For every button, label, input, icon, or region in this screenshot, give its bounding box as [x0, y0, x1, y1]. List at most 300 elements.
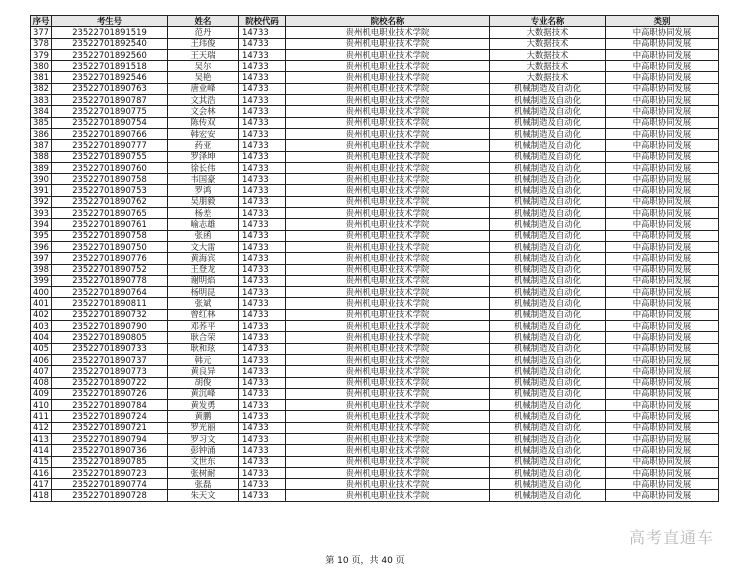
cell-school-code: 14733 [239, 128, 286, 139]
table-row [31, 185, 719, 196]
cell-seq: 403 [31, 321, 52, 332]
cell-seq: 414 [31, 445, 52, 456]
cell-major: 机械制造及自动化 [490, 253, 606, 264]
cell-school-code: 14733 [239, 95, 286, 106]
cell-school-code: 14733 [239, 27, 286, 38]
cell-exam-no: 23522701890805 [52, 332, 168, 343]
cell-major: 机械制造及自动化 [490, 377, 606, 388]
cell-school-code: 14733 [239, 151, 286, 162]
cell-school-name: 贵州机电职业技术学院 [286, 128, 490, 139]
table-row [31, 38, 719, 49]
table-row [31, 332, 719, 343]
cell-major: 机械制造及自动化 [490, 354, 606, 365]
cell-exam-no: 23522701890722 [52, 377, 168, 388]
cell-school-code: 14733 [239, 106, 286, 117]
cell-major: 机械制造及自动化 [490, 321, 606, 332]
cell-school-code: 14733 [239, 241, 286, 252]
table-row [31, 196, 719, 207]
cell-school-name: 贵州机电职业技术学院 [286, 490, 490, 501]
cell-major: 机械制造及自动化 [490, 151, 606, 162]
cell-exam-no: 23522701890750 [52, 241, 168, 252]
cell-category: 中高职协同发展 [606, 400, 719, 411]
header-category: 类别 [606, 16, 719, 27]
cell-major: 机械制造及自动化 [490, 287, 606, 298]
table-row [31, 49, 719, 60]
cell-name: 韩宏安 [168, 128, 239, 139]
cell-category: 中高职协同发展 [606, 287, 719, 298]
cell-school-name: 贵州机电职业技术学院 [286, 151, 490, 162]
cell-exam-no: 23522701891519 [52, 27, 168, 38]
cell-category: 中高职协同发展 [606, 456, 719, 467]
cell-seq: 381 [31, 72, 52, 83]
cell-school-name: 贵州机电职业技术学院 [286, 343, 490, 354]
table-row [31, 287, 719, 298]
cell-school-name: 贵州机电职业技术学院 [286, 422, 490, 433]
cell-seq: 405 [31, 343, 52, 354]
cell-seq: 387 [31, 140, 52, 151]
table-row [31, 253, 719, 264]
cell-seq: 378 [31, 38, 52, 49]
cell-name: 韩元 [168, 354, 239, 365]
cell-school-code: 14733 [239, 196, 286, 207]
table-row [31, 490, 719, 501]
cell-school-name: 贵州机电职业技术学院 [286, 140, 490, 151]
admission-list [30, 15, 718, 502]
cell-major: 大数据技术 [490, 27, 606, 38]
cell-category: 中高职协同发展 [606, 433, 719, 444]
cell-major: 机械制造及自动化 [490, 230, 606, 241]
cell-name: 唐业峰 [168, 83, 239, 94]
cell-category: 中高职协同发展 [606, 253, 719, 264]
cell-category: 中高职协同发展 [606, 219, 719, 230]
cell-category: 中高职协同发展 [606, 174, 719, 185]
cell-exam-no: 23522701892560 [52, 49, 168, 60]
cell-school-name: 贵州机电职业技术学院 [286, 106, 490, 117]
table-row [31, 264, 719, 275]
cell-school-name: 贵州机电职业技术学院 [286, 95, 490, 106]
cell-seq: 415 [31, 456, 52, 467]
cell-school-name: 贵州机电职业技术学院 [286, 61, 490, 72]
cell-major: 机械制造及自动化 [490, 467, 606, 478]
cell-school-code: 14733 [239, 411, 286, 422]
cell-exam-no: 23522701890728 [52, 490, 168, 501]
cell-school-code: 14733 [239, 309, 286, 320]
header-school-code: 院校代码 [239, 16, 286, 27]
cell-seq: 391 [31, 185, 52, 196]
cell-category: 中高职协同发展 [606, 479, 719, 490]
cell-school-name: 贵州机电职业技术学院 [286, 354, 490, 365]
cell-school-name: 贵州机电职业技术学院 [286, 467, 490, 478]
cell-name: 谢明焰 [168, 275, 239, 286]
cell-category: 中高职协同发展 [606, 83, 719, 94]
table-row [31, 467, 719, 478]
cell-exam-no: 23522701890723 [52, 467, 168, 478]
cell-major: 机械制造及自动化 [490, 400, 606, 411]
table-row [31, 411, 719, 422]
cell-school-name: 贵州机电职业技术学院 [286, 275, 490, 286]
cell-seq: 407 [31, 366, 52, 377]
table-row [31, 388, 719, 399]
cell-name: 张树耐 [168, 467, 239, 478]
cell-name: 黄发勇 [168, 400, 239, 411]
cell-exam-no: 23522701890811 [52, 298, 168, 309]
cell-seq: 398 [31, 264, 52, 275]
cell-name: 张函 [168, 230, 239, 241]
cell-school-name: 贵州机电职业技术学院 [286, 388, 490, 399]
cell-major: 大数据技术 [490, 72, 606, 83]
cell-school-code: 14733 [239, 117, 286, 128]
table-row [31, 321, 719, 332]
cell-seq: 408 [31, 377, 52, 388]
cell-category: 中高职协同发展 [606, 332, 719, 343]
cell-school-name: 贵州机电职业技术学院 [286, 298, 490, 309]
cell-category: 中高职协同发展 [606, 151, 719, 162]
cell-seq: 409 [31, 388, 52, 399]
cell-category: 中高职协同发展 [606, 196, 719, 207]
cell-exam-no: 23522701890760 [52, 162, 168, 173]
cell-category: 中高职协同发展 [606, 321, 719, 332]
table-row [31, 343, 719, 354]
cell-exam-no: 23522701890794 [52, 433, 168, 444]
cell-school-name: 贵州机电职业技术学院 [286, 445, 490, 456]
cell-major: 机械制造及自动化 [490, 208, 606, 219]
cell-school-name: 贵州机电职业技术学院 [286, 117, 490, 128]
cell-name: 彭钟涌 [168, 445, 239, 456]
cell-school-name: 贵州机电职业技术学院 [286, 321, 490, 332]
cell-school-code: 14733 [239, 140, 286, 151]
cell-major: 机械制造及自动化 [490, 343, 606, 354]
cell-exam-no: 23522701890763 [52, 83, 168, 94]
cell-category: 中高职协同发展 [606, 140, 719, 151]
header-exam-no: 考生号 [52, 16, 168, 27]
cell-category: 中高职协同发展 [606, 241, 719, 252]
cell-school-code: 14733 [239, 287, 286, 298]
cell-school-name: 贵州机电职业技术学院 [286, 377, 490, 388]
cell-exam-no: 23522701890764 [52, 287, 168, 298]
cell-category: 中高职协同发展 [606, 467, 719, 478]
cell-school-code: 14733 [239, 456, 286, 467]
cell-seq: 394 [31, 219, 52, 230]
cell-major: 机械制造及自动化 [490, 422, 606, 433]
cell-seq: 392 [31, 196, 52, 207]
table-row [31, 479, 719, 490]
cell-school-code: 14733 [239, 343, 286, 354]
cell-school-code: 14733 [239, 354, 286, 365]
cell-major: 机械制造及自动化 [490, 128, 606, 139]
cell-exam-no: 23522701890732 [52, 309, 168, 320]
cell-school-name: 贵州机电职业技术学院 [286, 411, 490, 422]
cell-category: 中高职协同发展 [606, 61, 719, 72]
table-row [31, 219, 719, 230]
admission-table [30, 15, 719, 502]
cell-major: 大数据技术 [490, 38, 606, 49]
cell-name: 黄良异 [168, 366, 239, 377]
cell-name: 罗鸿 [168, 185, 239, 196]
cell-exam-no: 23522701890787 [52, 95, 168, 106]
cell-major: 机械制造及自动化 [490, 456, 606, 467]
cell-school-code: 14733 [239, 83, 286, 94]
cell-name: 王登龙 [168, 264, 239, 275]
cell-category: 中高职协同发展 [606, 95, 719, 106]
cell-name: 徐长伟 [168, 162, 239, 173]
cell-name: 朱天文 [168, 490, 239, 501]
cell-category: 中高职协同发展 [606, 72, 719, 83]
cell-major: 机械制造及自动化 [490, 433, 606, 444]
table-row [31, 151, 719, 162]
cell-exam-no: 23522701890784 [52, 400, 168, 411]
table-row [31, 366, 719, 377]
cell-name: 曾红林 [168, 309, 239, 320]
cell-major: 机械制造及自动化 [490, 445, 606, 456]
cell-school-name: 贵州机电职业技术学院 [286, 27, 490, 38]
cell-category: 中高职协同发展 [606, 388, 719, 399]
cell-school-code: 14733 [239, 264, 286, 275]
table-row [31, 83, 719, 94]
cell-school-code: 14733 [239, 433, 286, 444]
cell-seq: 393 [31, 208, 52, 219]
table-row [31, 162, 719, 173]
cell-exam-no: 23522701890785 [52, 456, 168, 467]
cell-exam-no: 23522701890754 [52, 117, 168, 128]
cell-exam-no: 23522701890724 [52, 411, 168, 422]
cell-category: 中高职协同发展 [606, 230, 719, 241]
cell-category: 中高职协同发展 [606, 128, 719, 139]
cell-exam-no: 23522701890736 [52, 445, 168, 456]
cell-category: 中高职协同发展 [606, 208, 719, 219]
header-major: 专业名称 [490, 16, 606, 27]
cell-major: 大数据技术 [490, 61, 606, 72]
cell-category: 中高职协同发展 [606, 49, 719, 60]
cell-major: 机械制造及自动化 [490, 196, 606, 207]
cell-category: 中高职协同发展 [606, 185, 719, 196]
cell-major: 大数据技术 [490, 49, 606, 60]
cell-seq: 397 [31, 253, 52, 264]
cell-seq: 412 [31, 422, 52, 433]
cell-exam-no: 23522701892540 [52, 38, 168, 49]
header-seq: 序号 [31, 16, 52, 27]
cell-name: 邓荞平 [168, 321, 239, 332]
cell-name: 罗习文 [168, 433, 239, 444]
cell-school-code: 14733 [239, 490, 286, 501]
cell-category: 中高职协同发展 [606, 411, 719, 422]
cell-exam-no: 23522701890773 [52, 366, 168, 377]
cell-name: 吴艳 [168, 72, 239, 83]
cell-major: 机械制造及自动化 [490, 83, 606, 94]
cell-school-name: 贵州机电职业技术学院 [286, 332, 490, 343]
table-header-row [31, 16, 719, 27]
cell-exam-no: 23522701890753 [52, 185, 168, 196]
cell-name: 文世东 [168, 456, 239, 467]
cell-school-code: 14733 [239, 49, 286, 60]
cell-school-name: 贵州机电职业技术学院 [286, 456, 490, 467]
cell-name: 张磊 [168, 479, 239, 490]
cell-name: 文大雷 [168, 241, 239, 252]
cell-category: 中高职协同发展 [606, 27, 719, 38]
cell-school-name: 贵州机电职业技术学院 [286, 253, 490, 264]
cell-major: 机械制造及自动化 [490, 332, 606, 343]
cell-school-name: 贵州机电职业技术学院 [286, 196, 490, 207]
cell-school-code: 14733 [239, 174, 286, 185]
cell-school-code: 14733 [239, 162, 286, 173]
cell-school-code: 14733 [239, 185, 286, 196]
table-row [31, 422, 719, 433]
cell-exam-no: 23522701890726 [52, 388, 168, 399]
table-row [31, 230, 719, 241]
cell-school-name: 贵州机电职业技术学院 [286, 83, 490, 94]
cell-category: 中高职协同发展 [606, 38, 719, 49]
cell-exam-no: 23522701890765 [52, 208, 168, 219]
cell-name: 罗光丽 [168, 422, 239, 433]
table-row [31, 241, 719, 252]
cell-seq: 418 [31, 490, 52, 501]
cell-school-code: 14733 [239, 366, 286, 377]
cell-school-code: 14733 [239, 467, 286, 478]
cell-school-code: 14733 [239, 377, 286, 388]
cell-major: 机械制造及自动化 [490, 162, 606, 173]
cell-exam-no: 23522701890778 [52, 275, 168, 286]
cell-school-name: 贵州机电职业技术学院 [286, 185, 490, 196]
cell-major: 机械制造及自动化 [490, 366, 606, 377]
cell-exam-no: 23522701890755 [52, 151, 168, 162]
cell-category: 中高职协同发展 [606, 343, 719, 354]
cell-school-name: 贵州机电职业技术学院 [286, 162, 490, 173]
cell-school-name: 贵州机电职业技术学院 [286, 241, 490, 252]
cell-seq: 400 [31, 287, 52, 298]
table-row [31, 95, 719, 106]
cell-seq: 385 [31, 117, 52, 128]
table-row [31, 174, 719, 185]
cell-seq: 417 [31, 479, 52, 490]
cell-major: 机械制造及自动化 [490, 241, 606, 252]
cell-seq: 389 [31, 162, 52, 173]
cell-school-code: 14733 [239, 38, 286, 49]
table-row [31, 377, 719, 388]
cell-school-code: 14733 [239, 321, 286, 332]
cell-seq: 380 [31, 61, 52, 72]
table-row [31, 400, 719, 411]
cell-seq: 399 [31, 275, 52, 286]
table-row [31, 140, 719, 151]
cell-school-code: 14733 [239, 61, 286, 72]
cell-exam-no: 23522701890737 [52, 354, 168, 365]
table-row [31, 72, 719, 83]
cell-major: 机械制造及自动化 [490, 309, 606, 320]
cell-category: 中高职协同发展 [606, 445, 719, 456]
cell-school-name: 贵州机电职业技术学院 [286, 208, 490, 219]
cell-major: 机械制造及自动化 [490, 388, 606, 399]
cell-name: 黄沉峰 [168, 388, 239, 399]
cell-exam-no: 23522701892546 [52, 72, 168, 83]
cell-seq: 406 [31, 354, 52, 365]
cell-seq: 377 [31, 27, 52, 38]
cell-exam-no: 23522701890776 [52, 253, 168, 264]
cell-category: 中高职协同发展 [606, 264, 719, 275]
cell-exam-no: 23522701890777 [52, 140, 168, 151]
cell-major: 机械制造及自动化 [490, 219, 606, 230]
watermark-text: 高考直通车 [628, 528, 714, 547]
cell-major: 机械制造及自动化 [490, 275, 606, 286]
header-name: 姓名 [168, 16, 239, 27]
table-row [31, 433, 719, 444]
cell-school-code: 14733 [239, 219, 286, 230]
cell-category: 中高职协同发展 [606, 490, 719, 501]
cell-major: 机械制造及自动化 [490, 411, 606, 422]
cell-name: 吴朋毅 [168, 196, 239, 207]
cell-category: 中高职协同发展 [606, 377, 719, 388]
cell-category: 中高职协同发展 [606, 106, 719, 117]
cell-major: 机械制造及自动化 [490, 490, 606, 501]
cell-exam-no: 23522701890721 [52, 422, 168, 433]
cell-name: 陈传双 [168, 117, 239, 128]
cell-school-name: 贵州机电职业技术学院 [286, 49, 490, 60]
cell-seq: 413 [31, 433, 52, 444]
cell-school-code: 14733 [239, 422, 286, 433]
cell-seq: 390 [31, 174, 52, 185]
cell-category: 中高职协同发展 [606, 354, 719, 365]
cell-exam-no: 23522701890775 [52, 106, 168, 117]
cell-seq: 411 [31, 411, 52, 422]
cell-category: 中高职协同发展 [606, 298, 719, 309]
cell-school-code: 14733 [239, 388, 286, 399]
cell-seq: 404 [31, 332, 52, 343]
table-row [31, 445, 719, 456]
cell-school-code: 14733 [239, 230, 286, 241]
cell-name: 文会林 [168, 106, 239, 117]
cell-school-code: 14733 [239, 445, 286, 456]
cell-seq: 410 [31, 400, 52, 411]
table-row [31, 61, 719, 72]
cell-exam-no: 23522701890733 [52, 343, 168, 354]
table-row [31, 128, 719, 139]
cell-category: 中高职协同发展 [606, 275, 719, 286]
cell-school-code: 14733 [239, 275, 286, 286]
cell-school-name: 贵州机电职业技术学院 [286, 174, 490, 185]
cell-seq: 388 [31, 151, 52, 162]
page-footer: 第 10 页，共 40 页 [325, 556, 405, 566]
cell-school-code: 14733 [239, 253, 286, 264]
table-row [31, 275, 719, 286]
cell-major: 机械制造及自动化 [490, 95, 606, 106]
cell-name: 喻志雄 [168, 219, 239, 230]
cell-seq: 396 [31, 241, 52, 252]
cell-exam-no: 23522701890752 [52, 264, 168, 275]
cell-exam-no: 23522701890758 [52, 174, 168, 185]
cell-major: 机械制造及自动化 [490, 264, 606, 275]
table-row [31, 456, 719, 467]
cell-name: 王天瑞 [168, 49, 239, 60]
cell-exam-no: 23522701890758 [52, 230, 168, 241]
cell-school-code: 14733 [239, 479, 286, 490]
cell-name: 吴尔 [168, 61, 239, 72]
cell-exam-no: 23522701890766 [52, 128, 168, 139]
cell-name: 耿和玹 [168, 343, 239, 354]
cell-school-code: 14733 [239, 72, 286, 83]
cell-category: 中高职协同发展 [606, 117, 719, 128]
cell-school-name: 贵州机电职业技术学院 [286, 287, 490, 298]
cell-seq: 383 [31, 95, 52, 106]
cell-exam-no: 23522701890774 [52, 479, 168, 490]
cell-seq: 401 [31, 298, 52, 309]
cell-seq: 382 [31, 83, 52, 94]
cell-school-name: 贵州机电职业技术学院 [286, 400, 490, 411]
cell-major: 机械制造及自动化 [490, 140, 606, 151]
cell-school-name: 贵州机电职业技术学院 [286, 72, 490, 83]
cell-school-name: 贵州机电职业技术学院 [286, 309, 490, 320]
cell-school-name: 贵州机电职业技术学院 [286, 433, 490, 444]
cell-seq: 416 [31, 467, 52, 478]
cell-major: 机械制造及自动化 [490, 106, 606, 117]
cell-major: 机械制造及自动化 [490, 117, 606, 128]
